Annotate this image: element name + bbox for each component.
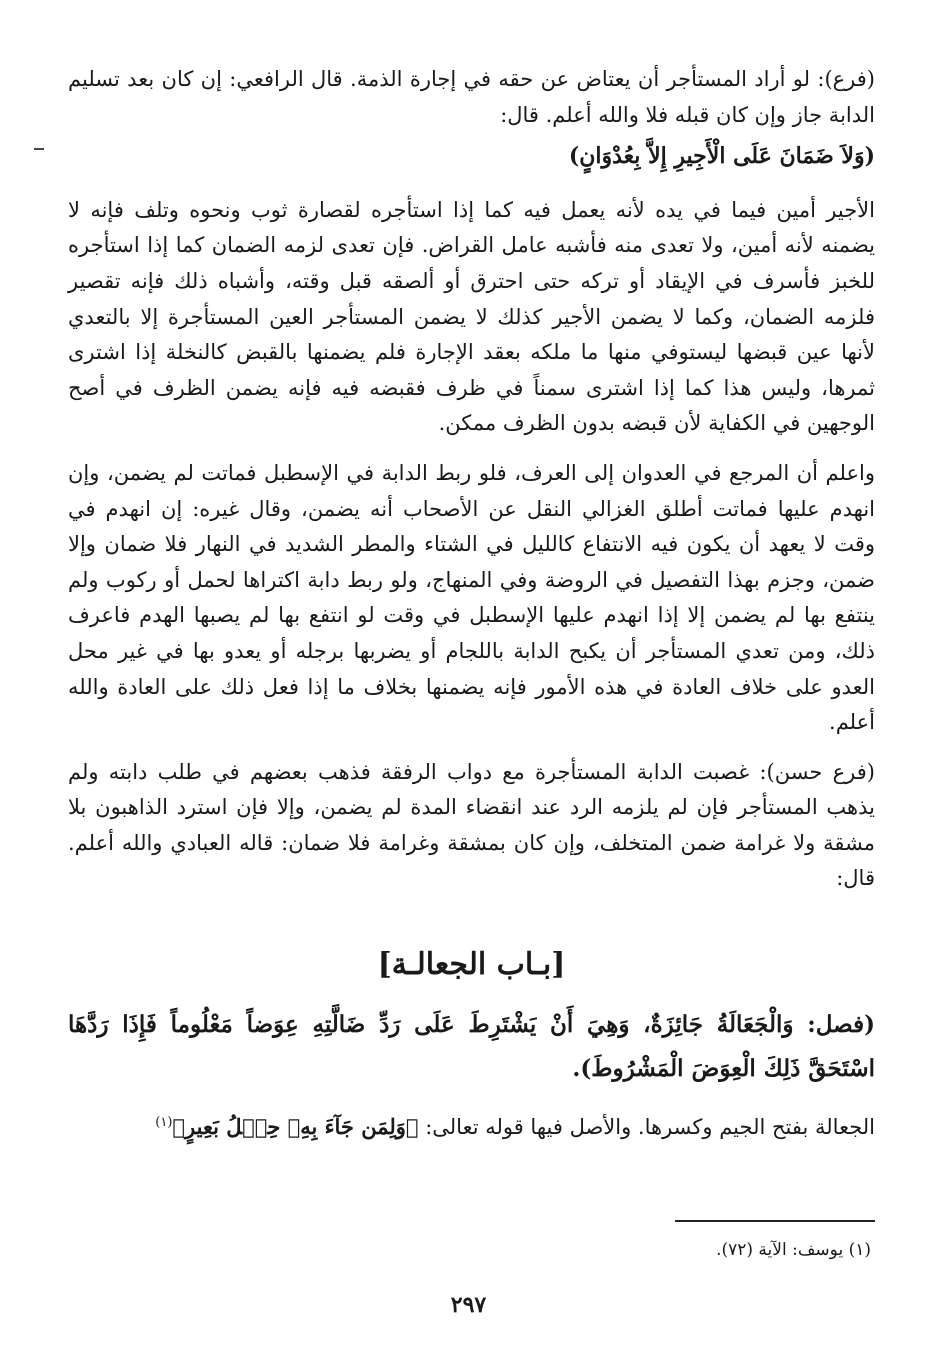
last-paragraph: [68, 1105, 875, 1146]
matn-line-1: (وَلاَ ضَمَانَ عَلَى الْأَجِيرِ إِلاَّ بِعُدْوَانٍ): [568, 143, 875, 170]
sharh-paragraph-1: الأجير أمين فيما في يده لأنه يعمل فيه كما إذا استأجره لقصارة ثوب ونحوه وتلف فإنه لا يضمنه لأنه أمين، ولا تعدى منه فأشبه عامل القراض. فإن تعدى لزمه الضمان كما إذا استأجره للخبز فأسرف في الإيقاد أو تركه حتى احترق أو ألصقه قبل وقته، وأشباه ذلك فإنه تقصير فلزمه الضمان، وكما لا يضمن الأجير كذلك لا يضمن المستأجر العين المستأجرة إلا بالتعدي لأنها عين قبضها ليستوفي منها ما ملكه بعقد الإجارة فلم يضمنها بالقبض كالنخلة إذا اشترى ثمرها، وليس هذا كما إذا اشترى سمناً في ظرف فقبضه فيه فإنه يضمن الظرف في أصح الوجهين في الكفاية لأن قبضه بدون الظرف ممكن.: [68, 197, 875, 436]
fasl-paragraph: (فصل: وَالْجَعَالَةُ جَائِزَةٌ، وَهِيَ أَنْ يَشْتَرِطَ عَلَى رَدِّ ضَالَّتِهِ عِوَضاً مَعْلُوماً فَإِذَا رَدَّهَا اسْتَحَقَّ ذَلِكَ الْعِوَضَ الْمَشْرُوطَ).: [68, 1011, 875, 1083]
sharh-paragraph-2: واعلم أن المرجع في العدوان إلى العرف، فلو ربط الدابة في الإسطبل فماتت لم يضمن، وإن انهدم عليها فماتت أطلق الغزالي النقل عن الأصحاب أنه يضمن، وقال غيره: إن انهدم في وقت لا يعهد أن يكون فيه الانتفاع كالليل في الشتاء والمطر الشديد في النهار فلا ضمان وإلا ضمن، وجزم بهذا التفصيل في الروضة وفي المنهاج، ولو ربط دابة اكتراها لحمل أو ركوب ولم ينتفع بها لم يضمن إلا إذا انهدم عليها الإسطبل في وقت لو انتفع بها لم يصبها الهدم فاعرف ذلك، ومن تعدي المستأجر أن يكبح الدابة باللجام أو يضربها برجله أو يعدو بها في غير محل العدو على خلاف العادة في هذه الأمور فإنه يضمنها بخلاف ما إذا فعل ذلك على العادة والله أعلم.: [68, 460, 875, 735]
far-paragraph-2: (فرع حسن): غصبت الدابة المستأجرة مع دواب الرفقة فذهب بعضهم في طلب دابته ولم يذهب المستأجر فإن لم يلزمه الرد عند انقضاء المدة لم يضمن، وإلا فإن استرد الذاهبون بلا مشقة ولا غرامة ضمن المتخلف، وإن كان بمشقة وغرامة فلا ضمان: قاله العبادي والله أعلم. قال:: [68, 759, 875, 891]
page-number: ٢٩٧: [450, 1292, 487, 1318]
footnote: (١) يوسف: الآية (٧٢).: [716, 1240, 871, 1260]
far-paragraph-1: (فرع): لو أراد المستأجر أن يعتاض عن حقه في إجارة الذمة. قال الرافعي: إن كان بعد تسليم الدابة جاز وإن كان قبله فلا والله أعلم. قال:: [68, 67, 875, 127]
last-paragraph-text: الجعالة بفتح الجيم وكسرها. والأصل فيها قوله تعالى:: [425, 1115, 875, 1140]
footnote-divider: [675, 1220, 875, 1222]
footnote-ref: (١): [155, 1115, 173, 1131]
quran-verse: ﴿وَلِمَن جَآءَ بِهِۦ حِمۡلُ بَعِيرٍ﴾: [172, 1114, 419, 1140]
chapter-title: [بـاب الجعالـة]: [377, 947, 566, 983]
margin-mark: [34, 148, 44, 150]
